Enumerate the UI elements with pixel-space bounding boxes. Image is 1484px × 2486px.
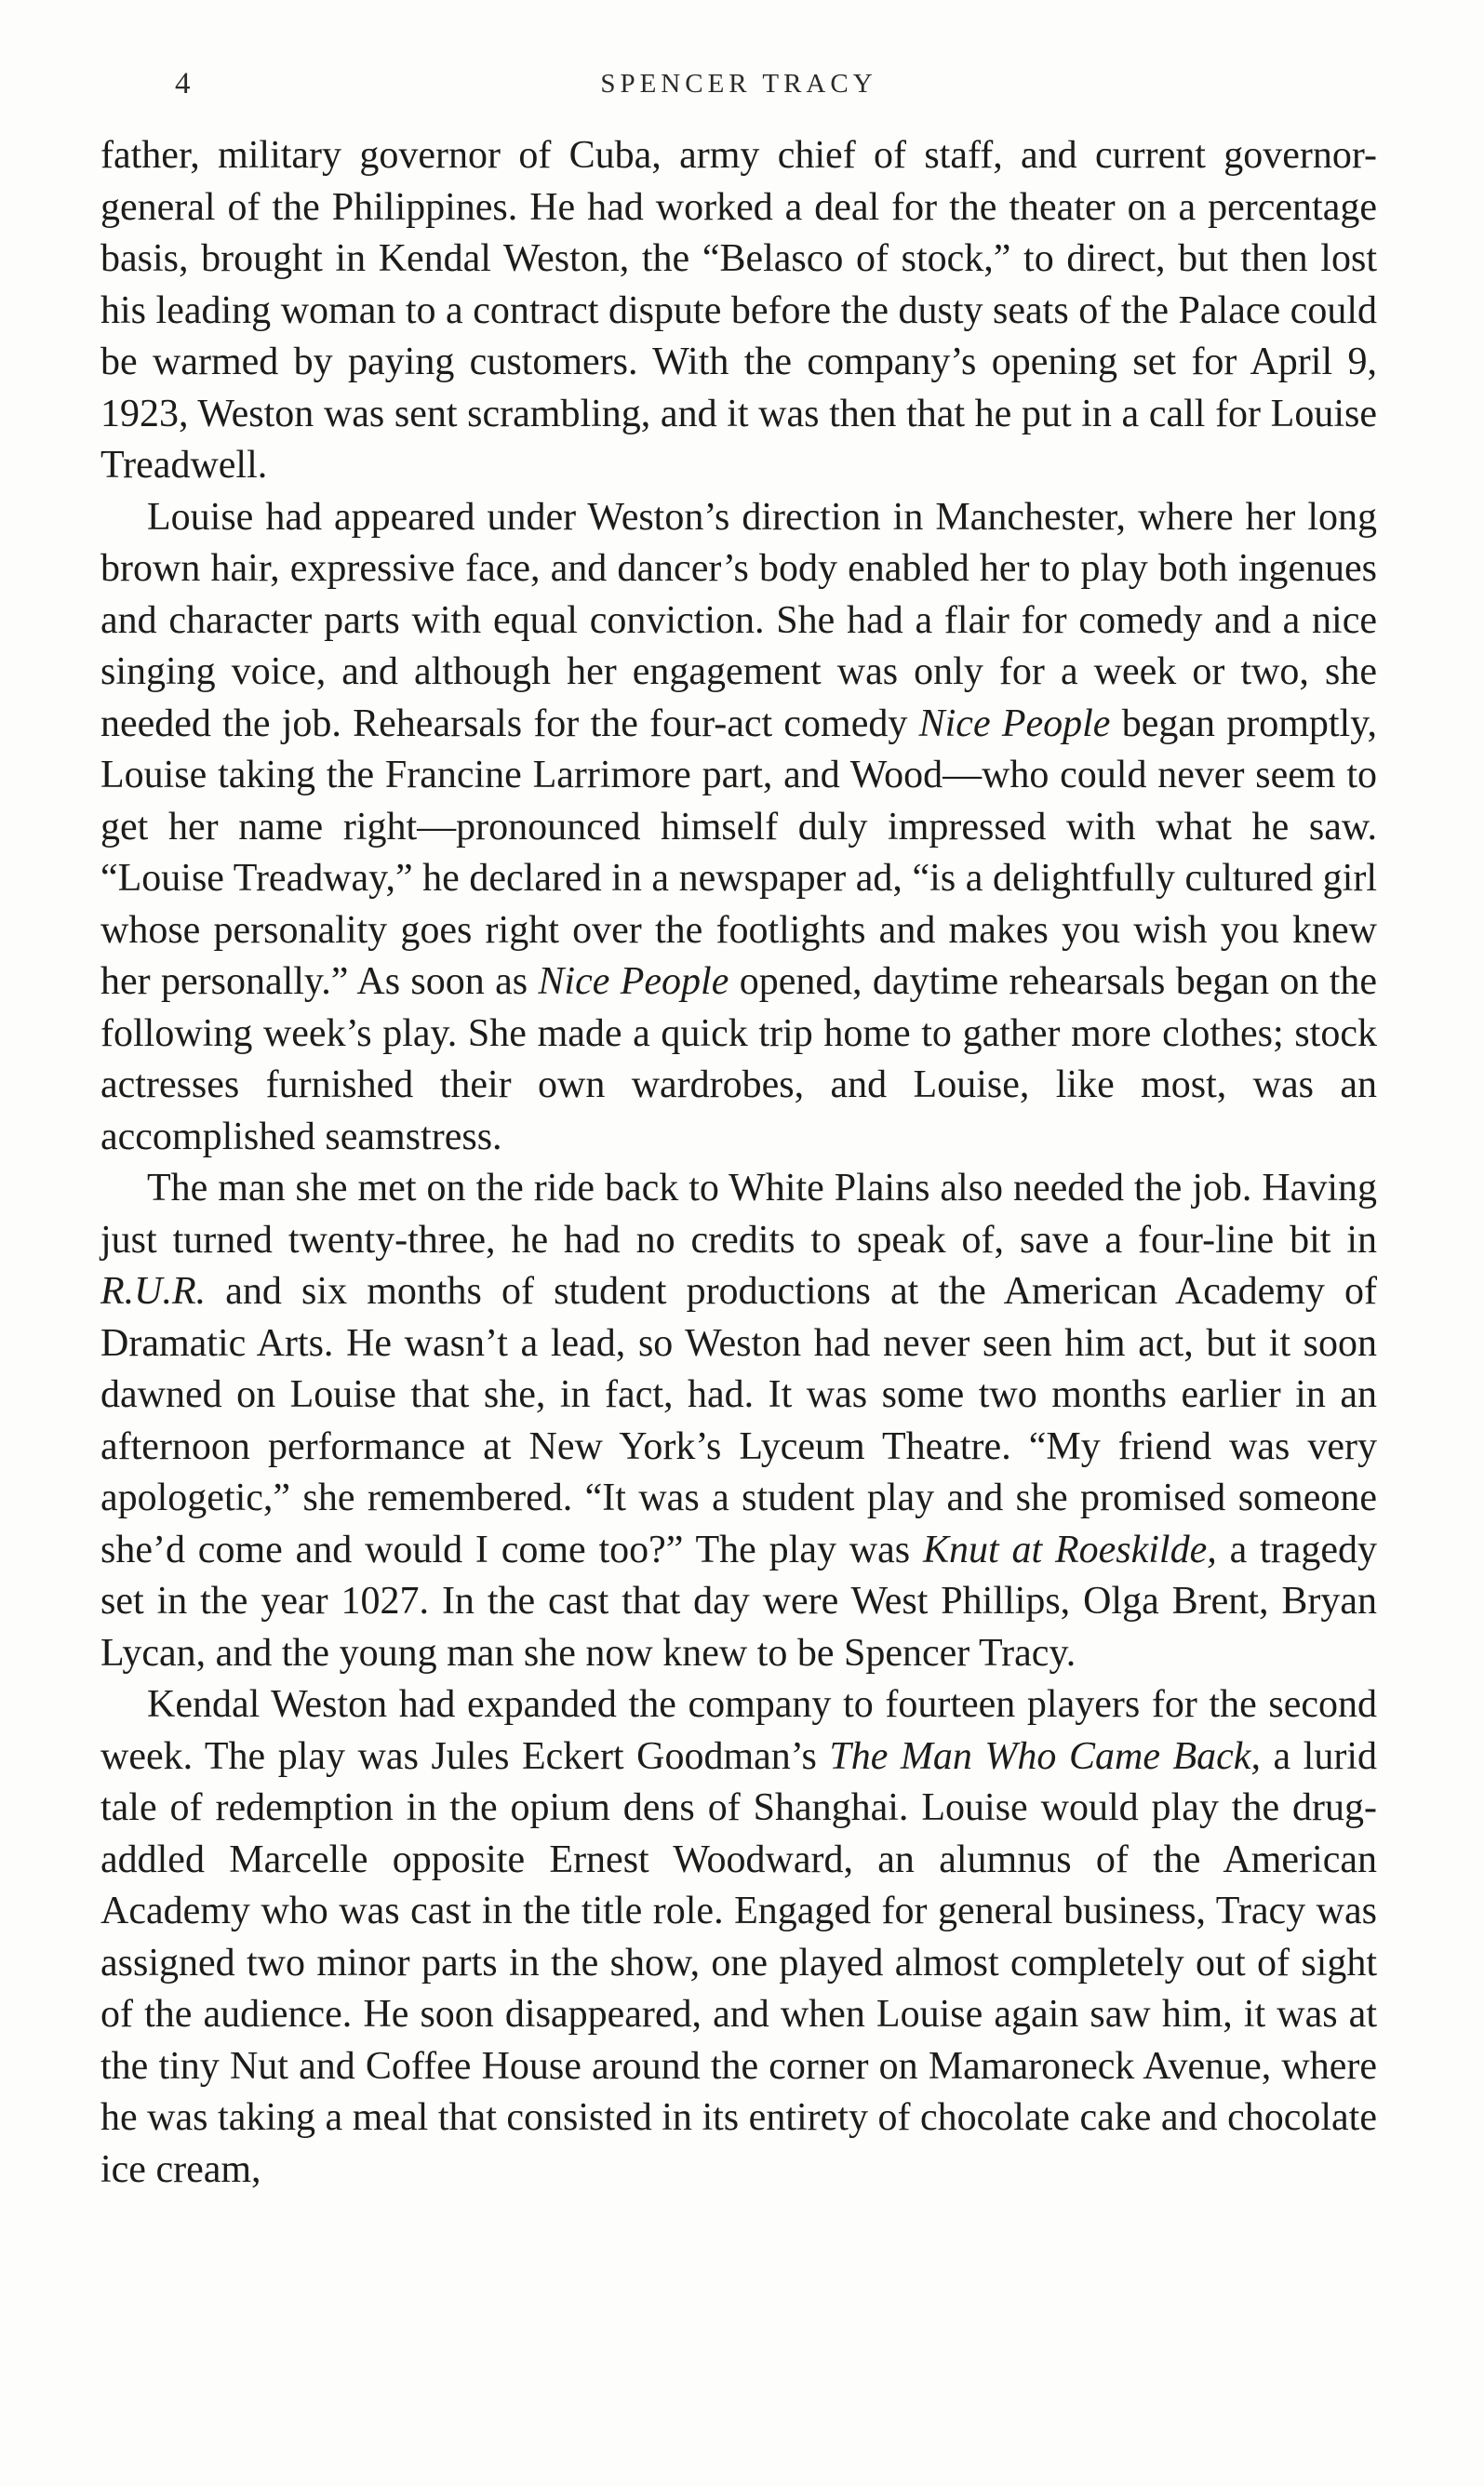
paragraph [100, 492, 1377, 1164]
italic-title: Knut at Roeskilde, [922, 1528, 1217, 1571]
page-number: 4 [175, 67, 191, 100]
text-run: The man she met on the ride back to White Plains also needed the job. Having just turned twenty-three, he had no credits to speak of, save a four-line bit in [100, 1167, 1377, 1262]
text-run: a lurid tale of redemption in the opium dens of Shanghai. Louise would play the drug-addled Marcelle opposite Ernest Woodward, an alumnus of the American Academy who was cast in the title role. Engaged for general business, Tracy was assigned two minor parts in the show, one played almost completely out of sight of the audience. He soon disappeared, and when Louise again saw him, it was at the tiny Nut and Coffee House around the corner on Mamaroneck Avenue, where he was taking a meal that consisted in its entirety of chocolate cake and chocolate ice cream, [100, 1734, 1378, 2191]
text-run: father, military governor of Cuba, army chief of staff, and current governor-general of the Philippines. He had worked a deal for the theater on a percentage basis, brought in Kendal Weston, the “Belasco of stock,” to direct, but then lost his leading woman to a contract dispute before the dusty seats of the Palace could be warmed by paying customers. With the company’s opening set for April 9, 1923, Weston was sent scrambling, and it was then that he put in a call for Louise Treadwell. [100, 134, 1377, 487]
text-run: and six months of student productions at the American Academy of Dramatic Arts. He wasn’t a lead, so Weston had never seen him act, but it soon dawned on Louise that she, in fact, had. It was some two months earlier in an afternoon performance at New York’s Lyceum Theatre. “My friend was very apologetic,” she remembered. “It was a student play and she promised someone she’d come and would I come too?” The play was [100, 1270, 1377, 1571]
running-title: SPENCER TRACY [600, 69, 877, 99]
text-run: a tragedy set in the year 1027. In the cast that day were West Phillips, Olga Brent, Bryan Lycan, and the young man she now knew to be Spencer Tracy. [100, 1528, 1377, 1675]
text-run: Kendal Weston had expanded the company to fourteen players for the second week. The play was Jules Eckert Goodman’s [100, 1683, 1377, 1778]
paragraph [100, 130, 1377, 492]
text-run: opened, daytime rehearsals began on the following week’s play. She made a quick trip home to gather more clothes; stock actresses furnished their own wardrobes, and Louise, like most, was an accomplished seamstress. [100, 960, 1377, 1158]
italic-title: Nice People [918, 702, 1111, 745]
text-run: Louise had appeared under Weston’s direction in Manchester, where her long brown hair, expressive face, and dancer’s body enabled her to play both ingenues and character parts with equal conviction. She had a flair for comedy and a nice singing voice, and although her engagement was only for a week or two, she needed the job. Rehearsals for the four-act comedy [100, 495, 1377, 745]
body-text [100, 130, 1377, 2196]
running-head [100, 67, 1377, 114]
italic-title: R.U.R. [100, 1270, 207, 1313]
italic-title: The Man Who Came Back, [829, 1734, 1261, 1778]
paragraph [100, 1679, 1377, 2196]
italic-title: Nice People [538, 960, 729, 1003]
paragraph [100, 1163, 1377, 1679]
text-run: began promptly, Louise taking the Francine Larrimore part, and Wood—who could never seem to get her name right—pronounced himself duly impressed with what he saw. “Louise Treadway,” he declared in a newspaper ad, “is a delightfully cultured girl whose personality goes right over the footlights and makes you wish you knew her personally.” As soon as [100, 702, 1377, 1003]
